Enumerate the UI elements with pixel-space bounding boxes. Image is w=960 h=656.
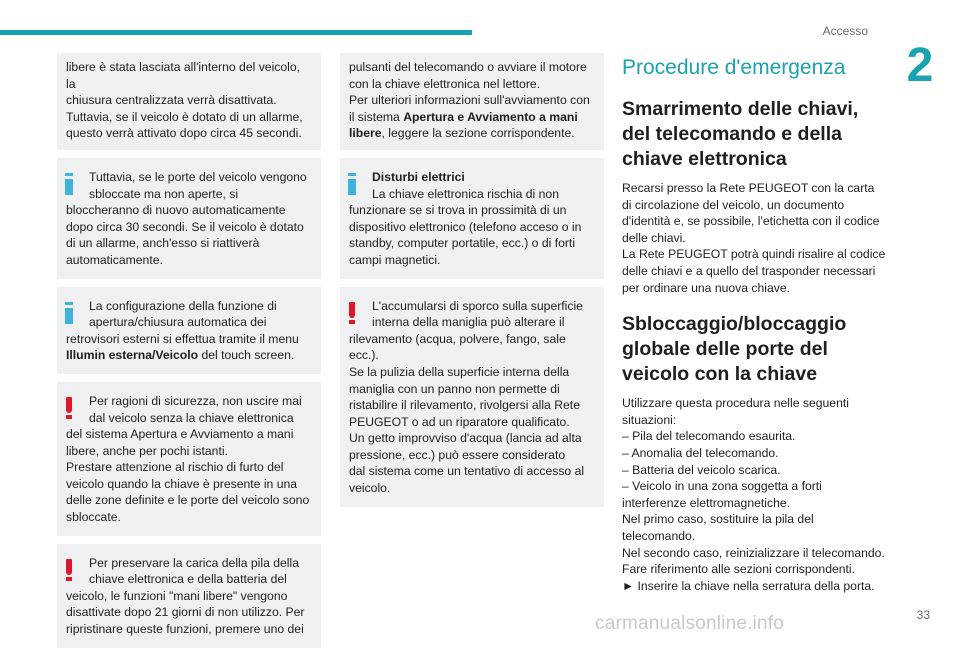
info-note: Disturbi elettrici La chiave elettronica rischia di non funzionare se si trova in prossimità di un dispositivo elettronico (telefono acceso o in standby, computer portatile, ecc.) o di forti campi magnetici.	[340, 158, 604, 279]
warning-note: Per preservare la carica della pila della chiave elettronica e della batteria del veicolo, le funzioni "mani libere" vengono disattivate dopo 21 giorni di non utilizzo. Per ripristinare queste funzioni, premere uno dei	[57, 544, 321, 648]
heading-unlock-with-key: Sbloccaggio/bloccaggio globale delle porte del veicolo con la chiave	[622, 313, 847, 386]
paragraph-lost-keys: Recarsi presso la Rete PEUGEOT con la carta di circolazione del veicolo, un documento d'identità e, se possibile, l'etichetta con il codice delle chiavi. La Rete PEUGEOT potrà quindi risalire al codice delle chiavi e a quello del trasponder necessari per ordinare una nuova chiave.	[622, 181, 886, 295]
warning-icon	[348, 302, 356, 324]
column-2	[340, 53, 604, 515]
heading-lost-keys: Smarrimento delle chiavi, del telecomando e della chiave elettronica	[622, 98, 859, 170]
info-icon	[65, 173, 73, 195]
column-1	[57, 53, 321, 656]
warning-note: L'accumularsi di sporco sulla superficie interna della maniglia può alterare il rilevamento (acqua, polvere, fango, sale ecc.). Se la pulizia della superficie interna della maniglia con un panno non permette di ristabilire il rilevamento, rivolgersi alla Rete PEUGEOT o ad un riparatore qualificato. Un getto improvviso d'acqua (lancia ad alta pressione, ecc.) può essere considerato dal sistema come un tentativo di accesso al veicolo.	[340, 287, 604, 507]
chapter-number: 2	[906, 39, 934, 92]
section-title: Procedure d'emergenza	[622, 56, 846, 79]
header-accent-bar	[0, 30, 472, 35]
warning-icon	[65, 559, 73, 581]
text-box: pulsanti del telecomando o avviare il motore con la chiave elettronica nel lettore. Per ulteriori informazioni sull'avviamento con il sistema Apertura e Avviamento a mani libere, leggere la sezione corrispondente.	[340, 53, 604, 150]
info-icon	[348, 173, 356, 195]
info-note: La configurazione della funzione di apertura/chiusura automatica dei retrovisori esterni si effettua tramite il menu Illumin esterna/Veicolo del touch screen.	[57, 287, 321, 374]
section-label: Accesso	[822, 24, 868, 38]
paragraph-unlock-with-key: Utilizzare questa procedura nelle seguenti situazioni: – Pila del telecomando esaurita. – Anomalia del telecomando. – Batteria del veicolo scarica. – Veicolo in una zona soggetta a forti interferenze elettromagnetiche. Nel primo caso, sostituire la pila del telecomando. Nel secondo caso, reinizializzare il telecomando. Fare riferimento alle sezioni corrispondenti. ► Inserire la chiave nella serratura della porta.	[622, 396, 885, 593]
warning-note: Per ragioni di sicurezza, non uscire mai dal veicolo senza la chiave elettronica del sistema Apertura e Avviamento a mani libere, anche per pochi istanti. Prestare attenzione al rischio di furto del veicolo quando la chiave è presente in una delle zone definite e le porte del veicolo sono sbloccate.	[57, 382, 321, 536]
column-3	[622, 53, 888, 610]
page-number: 33	[916, 608, 930, 622]
info-icon	[65, 302, 73, 324]
watermark: carmanualsonline.info	[595, 613, 785, 634]
info-note: Tuttavia, se le porte del veicolo vengono sbloccate ma non aperte, si bloccheranno di nuovo automaticamente dopo circa 30 secondi. Se il veicolo è dotato di un allarme, anch'esso si riattiverà automaticamente.	[57, 158, 321, 279]
text-box: libere è stata lasciata all'interno del veicolo, la chiusura centralizzata verrà disattivata. Tuttavia, se il veicolo è dotato di un allarme, questo verrà attivato dopo circa 45 secondi.	[57, 53, 321, 150]
warning-icon	[65, 397, 73, 419]
